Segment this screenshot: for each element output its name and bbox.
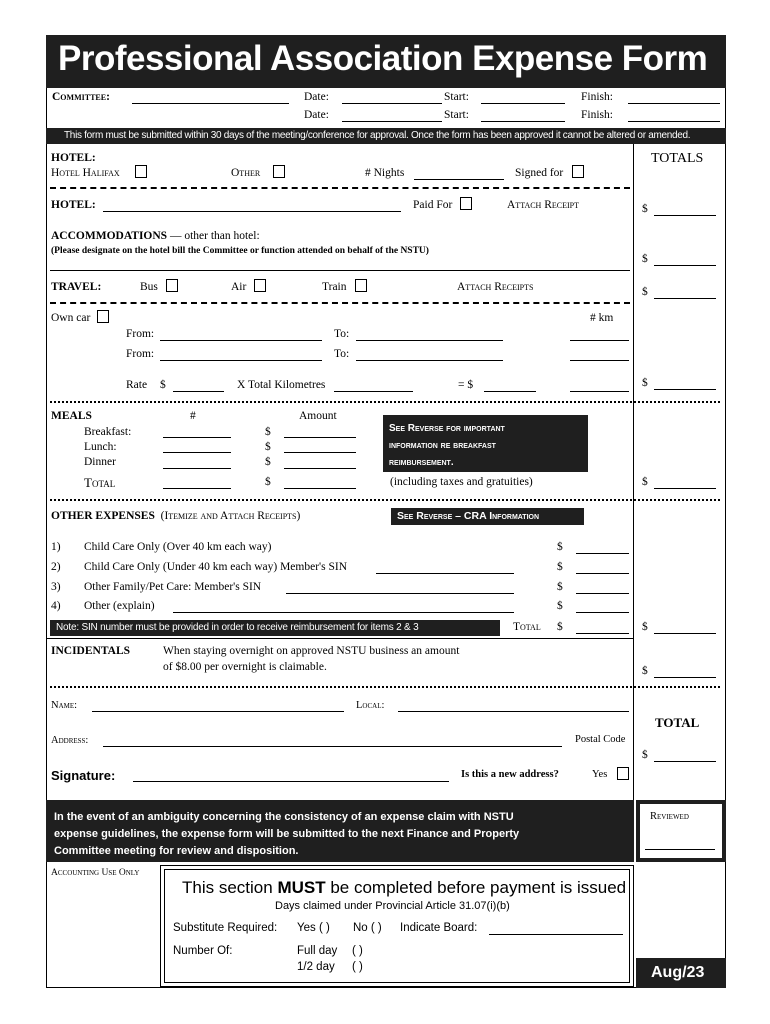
train-checkbox[interactable] (355, 279, 367, 292)
name-label: Name: (51, 700, 78, 711)
rate-dollar: $ (160, 379, 166, 391)
full-day-field[interactable]: ( ) (352, 945, 363, 957)
start-field-2[interactable] (481, 121, 565, 122)
date-field-2[interactable] (342, 121, 442, 122)
sin-note: Note: SIN number must be provided in order to receive reimbursement for items 2 & 3 (50, 620, 500, 636)
incidentals-total-field[interactable] (654, 677, 716, 678)
item-1-label: Child Care Only (Over 40 km each way) (84, 541, 272, 553)
incidentals-label: INCIDENTALS (51, 645, 131, 657)
start-field-1[interactable] (481, 103, 565, 104)
committee-field[interactable] (132, 103, 289, 104)
nights-field[interactable] (414, 179, 504, 180)
km-field-3[interactable] (570, 391, 629, 392)
meals-label: MEALS (51, 410, 92, 422)
ambiguity-notice: In the event of an ambiguity concerning the consistency of an expense claim with NSTU expense guidelines, the expense form will be submitted to the next Finance and Property Committee meeting for review and disposition. (46, 800, 634, 862)
date-label-1: Date: (304, 91, 329, 103)
breakfast-count-field[interactable] (163, 437, 231, 438)
accommodations-total-field[interactable] (654, 265, 716, 266)
item-2-num: 2) (51, 561, 61, 573)
lunch-label: Lunch: (84, 441, 117, 453)
finish-label-2: Finish: (581, 109, 613, 121)
submission-notice: This form must be submitted within 30 days of the meeting/conference for approval. Once the form has been approved it cannot be altered or amended. (46, 128, 726, 144)
dinner-label: Dinner (84, 456, 116, 468)
local-field[interactable] (398, 711, 629, 712)
indicate-board-field[interactable] (489, 934, 623, 935)
from-label-2: From: (126, 348, 155, 360)
hotel-other-checkbox[interactable] (273, 165, 285, 178)
km-field-2[interactable] (570, 360, 629, 361)
hotel-other-label: Other (231, 167, 261, 179)
item-2-label: Child Care Only (Under 40 km each way) Member's SIN (84, 561, 347, 573)
item-3-label: Other Family/Pet Care: Member's SIN (84, 581, 262, 593)
substitute-no[interactable]: No ( ) (353, 922, 382, 934)
breakfast-amount-field[interactable] (284, 437, 356, 438)
reviewed-field[interactable] (645, 849, 715, 850)
item-3-sin-field[interactable] (286, 593, 514, 594)
lunch-count-field[interactable] (163, 452, 231, 453)
must-complete-heading: This section MUST be completed before payment is issued (182, 878, 627, 897)
travel-dashed-divider (50, 302, 630, 304)
grand-total-dollar: $ (642, 749, 648, 761)
dinner-count-field[interactable] (163, 468, 231, 469)
nights-label: # Nights (365, 167, 405, 179)
equals-label: = $ (458, 379, 474, 391)
rate-label: Rate (126, 379, 148, 391)
lunch-dollar: $ (265, 441, 271, 453)
incidentals-dollar: $ (642, 665, 648, 677)
grand-total-label: TOTAL (655, 715, 700, 730)
incidentals-line-1: When staying overnight on approved NSTU business an amount (163, 645, 460, 657)
own-car-checkbox[interactable] (97, 310, 109, 323)
signed-for-label: Signed for (515, 167, 564, 179)
other-grand-total-field[interactable] (654, 633, 716, 634)
km-label: # km (590, 312, 614, 324)
finish-field-2[interactable] (628, 121, 720, 122)
substitute-label: Substitute Required: (173, 922, 278, 934)
half-day-label: 1/2 day (297, 961, 335, 973)
date-field-1[interactable] (342, 103, 442, 104)
item-4-explain-field[interactable] (173, 612, 514, 613)
other-total-dollar: $ (557, 621, 563, 633)
new-address-label: Is this a new address? (461, 769, 559, 780)
bus-checkbox[interactable] (166, 279, 178, 292)
hotel-halifax-checkbox[interactable] (135, 165, 147, 178)
meals-total-label: Total (84, 475, 116, 490)
item-1-num: 1) (51, 541, 61, 553)
from-label-1: From: (126, 328, 155, 340)
totals-header: TOTALS (651, 151, 704, 166)
mileage-amount-field[interactable] (484, 391, 536, 392)
half-day-field[interactable]: ( ) (352, 961, 363, 973)
meals-total-count-field[interactable] (163, 488, 231, 489)
date-label-2: Date: (304, 109, 329, 121)
meals-dotted-divider (50, 499, 720, 501)
item-3-num: 3) (51, 581, 61, 593)
attach-receipt-label: Attach Receipt (507, 199, 579, 211)
finish-field-1[interactable] (628, 103, 720, 104)
car-total-field[interactable] (654, 389, 716, 390)
signed-for-checkbox[interactable] (572, 165, 584, 178)
other-total-field[interactable] (576, 633, 629, 634)
travel-label: TRAVEL: (51, 281, 102, 293)
rate-field[interactable] (173, 391, 224, 392)
meals-grand-dollar: $ (642, 476, 648, 488)
meals-total-amount-field[interactable] (284, 488, 356, 489)
attach-receipts-label: Attach Receipts (457, 281, 534, 293)
address-field[interactable] (103, 746, 562, 747)
including-taxes-label: (including taxes and gratuities) (390, 476, 533, 488)
hotel-label: HOTEL: (51, 152, 96, 164)
name-field[interactable] (92, 711, 344, 712)
incidentals-line-2: of $8.00 per overnight is claimable. (163, 661, 327, 673)
accommodations-total-dollar: $ (642, 253, 648, 265)
postal-code-label: Postal Code (575, 734, 626, 745)
from-field-2[interactable] (160, 360, 322, 361)
item-4-amount-field[interactable] (576, 612, 629, 613)
car-total-dollar: $ (642, 377, 648, 389)
air-label: Air (231, 281, 247, 293)
item-3-dollar: $ (557, 581, 563, 593)
breakfast-dollar: $ (265, 426, 271, 438)
hotel-dashed-divider (50, 187, 630, 189)
dinner-amount-field[interactable] (284, 468, 356, 469)
item-2-dollar: $ (557, 561, 563, 573)
breakfast-info-box: See Reverse for important information re breakfast reimbursement. (383, 415, 588, 472)
other-total-label: Total (513, 621, 541, 633)
meals-amount-header: Amount (299, 410, 337, 422)
other-grand-dollar: $ (642, 621, 648, 633)
item-3-amount-field[interactable] (576, 593, 629, 594)
start-label-2: Start: (444, 109, 469, 121)
item-4-label: Other (explain) (84, 600, 155, 612)
hotel-total-dollar: $ (642, 203, 648, 215)
local-label: Local: (356, 700, 385, 711)
travel-total-field[interactable] (654, 298, 716, 299)
signature-label: Signature: (51, 768, 116, 783)
finish-label-1: Finish: (581, 91, 613, 103)
item-4-num: 4) (51, 600, 61, 612)
new-address-checkbox[interactable] (617, 767, 629, 780)
to-label-1: To: (334, 328, 350, 340)
reviewed-label: Reviewed (650, 811, 689, 822)
other-expenses-header: OTHER EXPENSES (Itemize and Attach Receipts) (51, 510, 301, 522)
train-label: Train (322, 281, 347, 293)
committee-label: Committee: (52, 91, 110, 103)
item-1-amount-field[interactable] (576, 553, 629, 554)
accounting-use-label: Accounting Use Only (51, 868, 140, 878)
grand-total-field[interactable] (654, 761, 716, 762)
cra-info-box: See Reverse – CRA Information (391, 508, 584, 525)
travel-total-dollar: $ (642, 286, 648, 298)
lunch-amount-field[interactable] (284, 452, 356, 453)
paid-for-label: Paid For (413, 199, 453, 211)
air-checkbox[interactable] (254, 279, 266, 292)
to-label-2: To: (334, 348, 350, 360)
accommodations-note: (Please designate on the hotel bill the Committee or function attended on behalf of the NSTU) (51, 246, 429, 256)
version-label: Aug/23 (651, 964, 705, 981)
hotel-total-field[interactable] (654, 215, 716, 216)
item-4-dollar: $ (557, 600, 563, 612)
form-title: Professional Association Expense Form (58, 39, 708, 78)
total-km-label: X Total Kilometres (237, 379, 326, 391)
other-divider (46, 638, 634, 639)
bus-label: Bus (140, 281, 158, 293)
incidentals-dotted-divider (50, 686, 720, 688)
hotel-name-field[interactable] (103, 211, 401, 212)
hotel-halifax-label: Hotel Halifax (51, 167, 120, 179)
from-field-1[interactable] (160, 340, 322, 341)
substitute-yes[interactable]: Yes ( ) (297, 922, 330, 934)
signature-field[interactable] (133, 781, 449, 782)
total-km-field[interactable] (334, 391, 413, 392)
km-field-1[interactable] (570, 340, 629, 341)
dinner-dollar: $ (265, 456, 271, 468)
paid-for-checkbox[interactable] (460, 197, 472, 210)
breakfast-label: Breakfast: (84, 426, 132, 438)
to-field-1[interactable] (356, 340, 503, 341)
full-day-label: Full day (297, 945, 338, 957)
accommodations-label: ACCOMMODATIONS — other than hotel: (51, 230, 260, 242)
own-car-label: Own car (51, 312, 91, 324)
meals-count-header: # (190, 410, 196, 422)
item-2-amount-field[interactable] (576, 573, 629, 574)
to-field-2[interactable] (356, 360, 503, 361)
days-claimed-label: Days claimed under Provincial Article 31.07(i)(b) (275, 900, 510, 912)
start-label-1: Start: (444, 91, 469, 103)
accommodations-field[interactable] (50, 270, 630, 271)
hotel-label-2: HOTEL: (51, 199, 96, 211)
number-of-label: Number Of: (173, 945, 233, 957)
meals-total-dollar: $ (265, 476, 271, 488)
item-2-sin-field[interactable] (376, 573, 514, 574)
new-address-yes-label: Yes (592, 769, 608, 780)
indicate-board-label: Indicate Board: (400, 922, 478, 934)
item-1-dollar: $ (557, 541, 563, 553)
totals-divider (633, 144, 634, 862)
travel-dotted-divider (50, 401, 720, 403)
address-label: Address: (51, 735, 89, 746)
meals-grand-total-field[interactable] (654, 488, 716, 489)
